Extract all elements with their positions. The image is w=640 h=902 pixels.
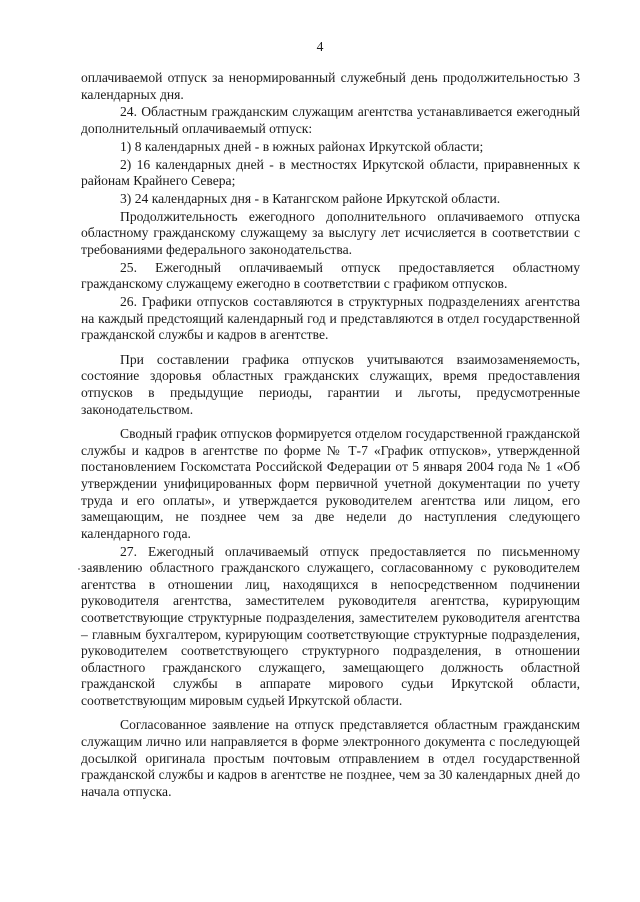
paragraph-24: 24. Областным гражданским служащим агентства устанавливается ежегодный дополнительный оплачиваемый отпуск: — [81, 104, 580, 136]
paragraph-approved-application: Согласованное заявление на отпуск представляется областным гражданским служащим лично или направляется в форме электронного документа с последующей досылкой оригинала простым почтовым отправлением в отдел государственной гражданской службы и кадров в агентстве не позднее, чем за 30 календарных дней до начала отпуска. — [81, 717, 580, 799]
paragraph-continuation: оплачиваемой отпуск за ненормированный служебный день продолжительностью 3 календарных дня. — [81, 70, 580, 102]
paragraph-27: 27. Ежегодный оплачиваемый отпуск предоставляется по письменному заявлению областного гражданского служащего, согласованному с руководителем агентства в отношении лиц, находящихся в непосредственном подчинении руководителя агентства, заместителем руководителя агентства, курирующим соответствующие структурные подразделения, заместителем руководителя агентства – главным бухгалтером, курирующим соответствующие структурные подразделения, руководителем соответствующего структурного подразделения, в отношении областного гражданского служащего, замещающего должность областной гражданской службы в аппарате мирового судьи Иркутской области, соответствующим мировым судьей Иркутской области. — [81, 543, 580, 708]
paragraph-schedule-factors: При составлении графика отпусков учитываются взаимозаменяемость, состояние здоровья областных гражданских служащих, время предоставления отпусков в предыдущие периоды, гарантии и льготы, предусмотренные законодательством. — [81, 351, 580, 417]
list-item-2: 2) 16 календарных дней - в местностях Иркутской области, приравненных к районам Крайнего Севера; — [81, 156, 580, 189]
list-item-1: 1) 8 календарных дней - в южных районах Иркутской области; — [120, 138, 484, 154]
list-item-3: 3) 24 календарных дня - в Катангском районе Иркутской области. — [120, 190, 501, 206]
page-number: 4 — [316, 39, 324, 54]
paragraph-consolidated-schedule: Сводный график отпусков формируется отделом государственной гражданской службы и кадров в агентстве по форме № Т-7 «График отпусков», утвержденной постановлением Госкомстата Российской Федерации от 5 января 2004 года № 1 «Об утверждении унифицированных форм первичной учетной документации по учету труда и его оплаты», и утверждается руководителем агентства или лицом, его замещающим, не позднее чем за две недели до наступления следующего календарного года. — [81, 426, 580, 541]
paragraph-26: 26. Графики отпусков составляются в структурных подразделениях агентства на каждый предстоящий календарный год и представляются в отдел государственной гражданской службы и кадров в агентстве. — [81, 294, 580, 343]
document-body — [81, 70, 580, 802]
margin-mark — [78, 568, 80, 570]
paragraph-25: 25. Ежегодный оплачиваемый отпуск предоставляется областному гражданскому служащему ежегодно в соответствии с графиком отпусков. — [81, 259, 580, 292]
paragraph-duration: Продолжительность ежегодного дополнительного оплачиваемого отпуска областному гражданскому служащему за выслугу лет исчисляется в соответствии с требованиями федерального законодательства. — [81, 208, 580, 257]
